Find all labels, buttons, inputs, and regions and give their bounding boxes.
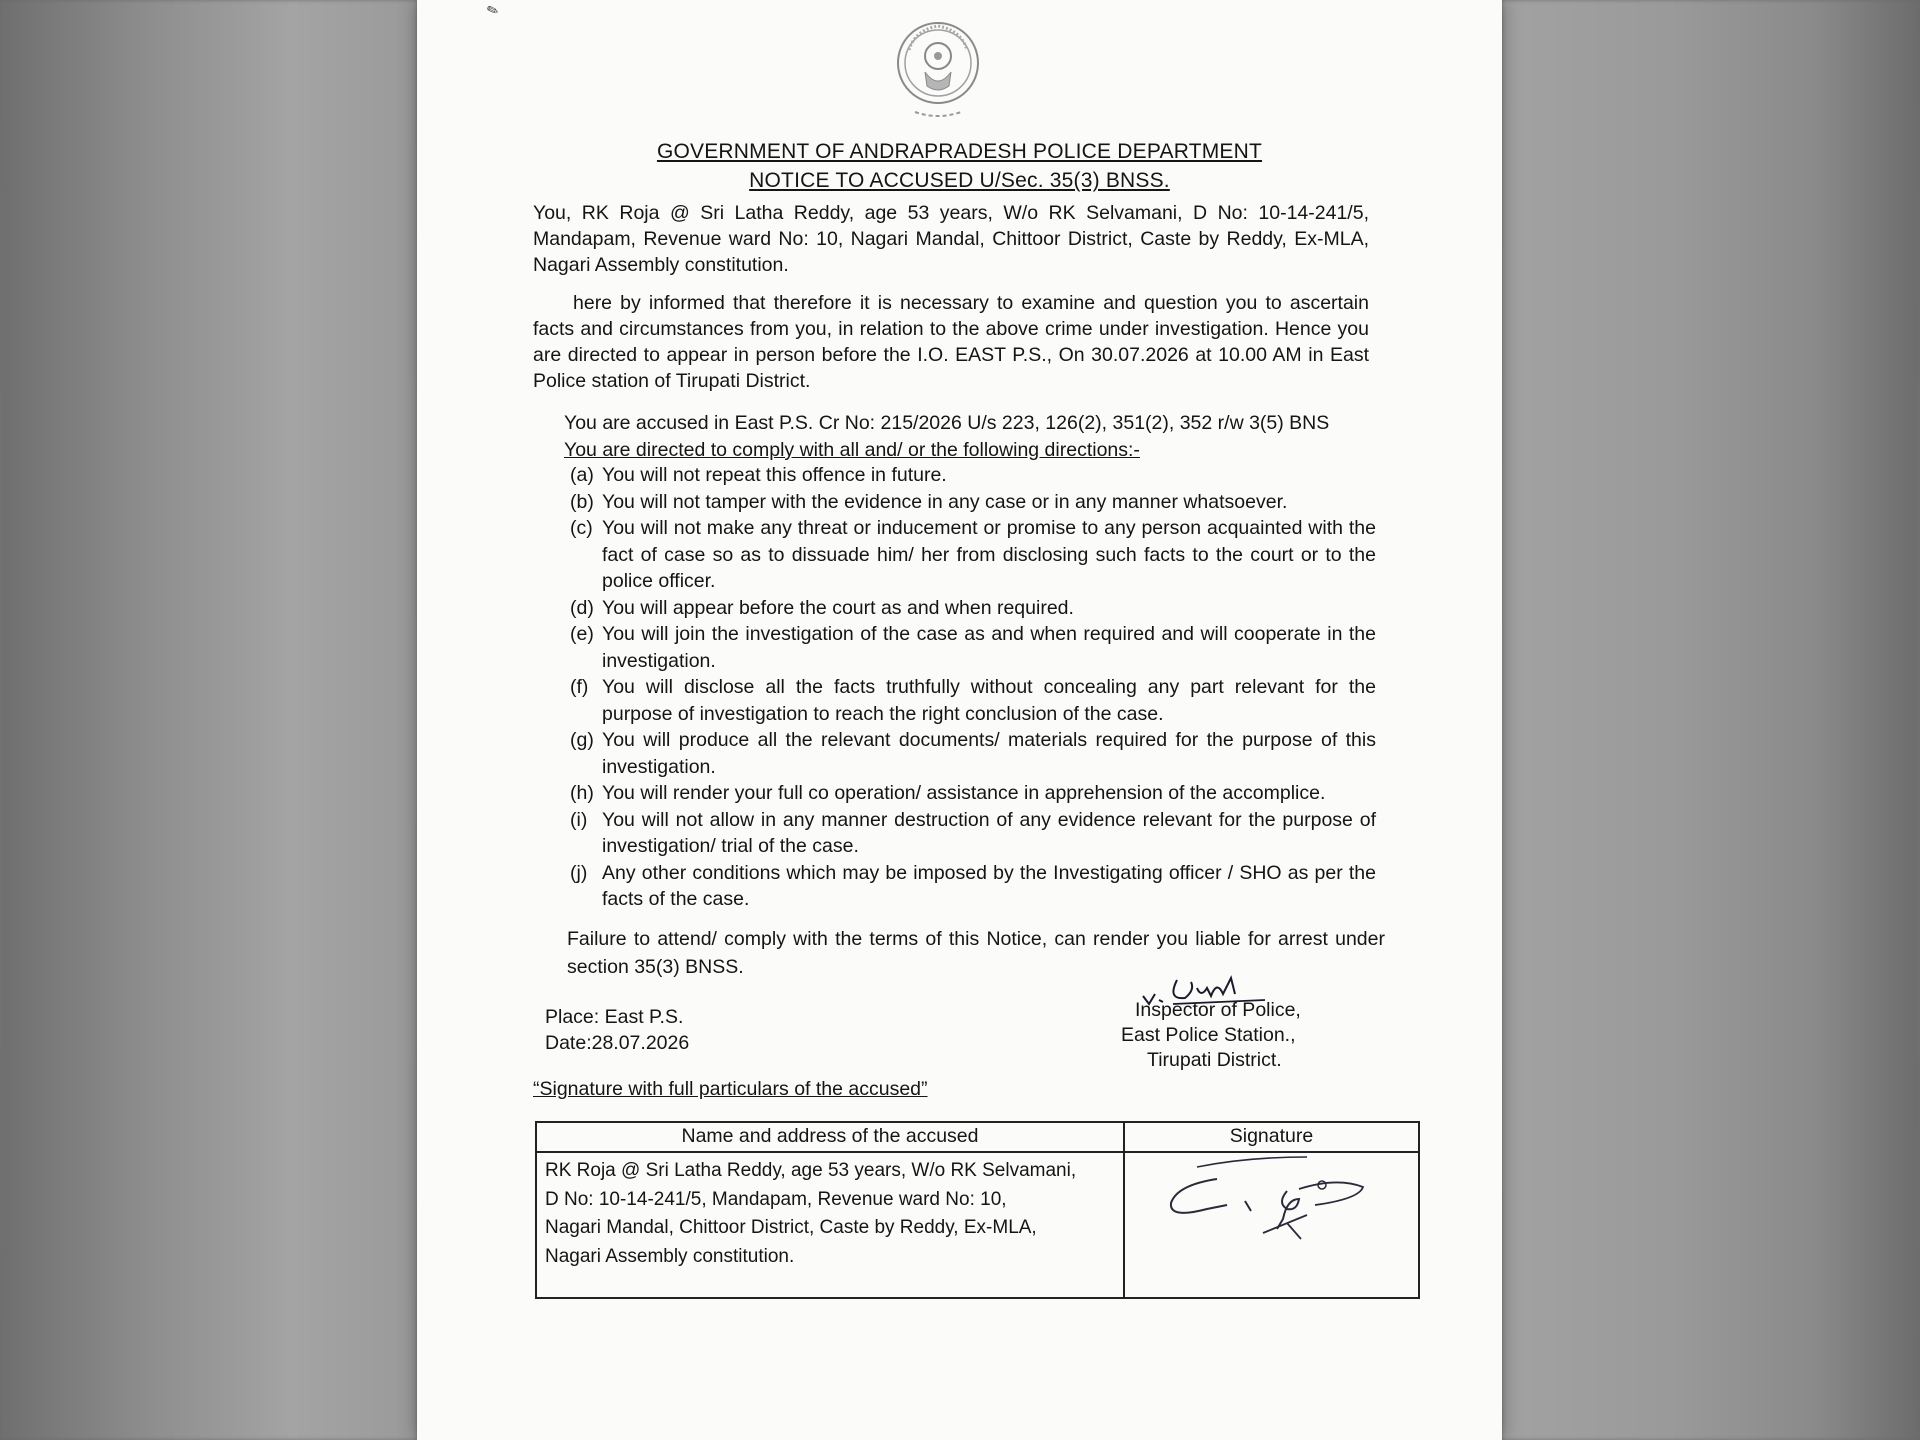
andhra-pradesh-emblem-icon: [895, 20, 981, 130]
direction-item: [570, 727, 1376, 780]
directions-list: [570, 462, 1376, 913]
accused-address-cell: [545, 1157, 1113, 1271]
direction-text: Any other conditions which may be imposed by the Investigating officer / SHO as per the facts of the case.: [602, 861, 1376, 910]
direction-item: [570, 860, 1376, 913]
signatory-district: Tirupati District.: [1147, 1049, 1282, 1071]
direction-item: [570, 595, 1376, 622]
signatory-block: [1103, 998, 1301, 1073]
notice-title: NOTICE TO ACCUSED U/Sec. 35(3) BNSS.: [749, 169, 1170, 192]
direction-text: You will render your full co operation/ assistance in apprehension of the accomplice.: [602, 782, 1326, 804]
direction-item: [570, 780, 1376, 807]
accused-particulars-table: [535, 1121, 1420, 1299]
accused-case-line: You are accused in East P.S. Cr No: 215/2026 U/s 223, 126(2), 351(2), 352 r/w 3(5) BNS: [564, 412, 1330, 434]
accused-signature-icon: [1137, 1153, 1397, 1283]
direction-label: (i): [570, 808, 588, 831]
direction-item: [570, 515, 1376, 595]
direction-text: You will appear before the court as and when required.: [602, 596, 1074, 619]
direction-label: (f): [570, 676, 589, 698]
signatory-station: East Police Station.,: [1121, 1024, 1296, 1046]
place-date-block: [545, 1004, 689, 1056]
direction-text: You will not tamper with the evidence in any case or in any manner whatsoever.: [602, 490, 1288, 513]
direction-label: (c): [570, 517, 593, 539]
direction-label: (b): [570, 490, 594, 513]
direction-label: (h): [570, 782, 594, 804]
direction-item: [570, 674, 1376, 727]
notice-body: here by informed that therefore it is necessary to examine and question you to ascertain facts and circumstances from you, in relation to the above crime under investigation. Hence you are directed to appear in person before the I.O. EAST P.S., On 30.07.2026 at 10.00 AM in East Police station of Tirupati District.: [533, 292, 1369, 392]
direction-text: You will disclose all the facts truthfully without concealing any part relevant for the purpose of investigation to reach the right conclusion of the case.: [602, 676, 1376, 725]
direction-item: [570, 621, 1376, 674]
notice-document-page: [417, 0, 1502, 1440]
direction-label: (g): [570, 729, 594, 751]
direction-item: [570, 489, 1376, 516]
direction-item: [570, 807, 1376, 860]
direction-label: (e): [570, 623, 594, 645]
direction-text: You will produce all the relevant documents/ materials required for the purpose of this investigation.: [602, 729, 1376, 778]
department-title: GOVERNMENT OF ANDRAPRADESH POLICE DEPARTMENT: [656, 140, 1263, 163]
corner-scribble-icon: ✎: [484, 0, 501, 20]
place-label: Place: East P.S.: [545, 1006, 684, 1028]
signatory-title: Inspector of Police,: [1135, 999, 1301, 1021]
signature-caption: “Signature with full particulars of the accused”: [533, 1078, 928, 1100]
direction-text: You will join the investigation of the case as and when required and will cooperate in the investigation.: [602, 623, 1376, 672]
address-line: D No: 10-14-241/5, Mandapam, Revenue ward No: 10,: [545, 1188, 1007, 1210]
direction-text: You will not make any threat or inducement or promise to any person acquainted with the fact of case so as to dissuade him/ her from disclosing such facts to the court or to the police officer.: [602, 517, 1376, 592]
accused-intro: You, RK Roja @ Sri Latha Reddy, age 53 years, W/o RK Selvamani, D No: 10-14-241/5, Mandapam, Revenue ward No: 10, Nagari Mandal, Chittoor District, Caste by Reddy, Ex-MLA, Nagari Assembly constitution.: [533, 202, 1369, 276]
table-column-divider: [1123, 1123, 1125, 1297]
blurred-background-left: [0, 0, 417, 1440]
directions-heading: You are directed to comply with all and/ or the following directions:-: [564, 439, 1140, 461]
direction-label: (d): [570, 596, 594, 619]
address-line: Nagari Assembly constitution.: [545, 1245, 795, 1267]
direction-label: (j): [570, 861, 588, 884]
table-header-signature: Signature: [1229, 1125, 1314, 1147]
date-label: Date:28.07.2026: [545, 1032, 690, 1054]
blurred-background-right: [1502, 0, 1920, 1440]
direction-label: (a): [570, 464, 594, 486]
direction-text: You will not repeat this offence in future.: [602, 464, 947, 486]
direction-item: [570, 462, 1376, 489]
table-header-name: Name and address of the accused: [681, 1125, 979, 1147]
direction-text: You will not allow in any manner destruction of any evidence relevant for the purpose of investigation/ trial of the case.: [602, 808, 1376, 857]
address-line: RK Roja @ Sri Latha Reddy, age 53 years, W/o RK Selvamani,: [545, 1160, 1077, 1181]
failure-warning: Failure to attend/ comply with the terms of this Notice, can render you liable for arrest under section 35(3) BNSS.: [567, 928, 1385, 978]
address-line: Nagari Mandal, Chittoor District, Caste by Reddy, Ex-MLA,: [545, 1217, 1037, 1238]
